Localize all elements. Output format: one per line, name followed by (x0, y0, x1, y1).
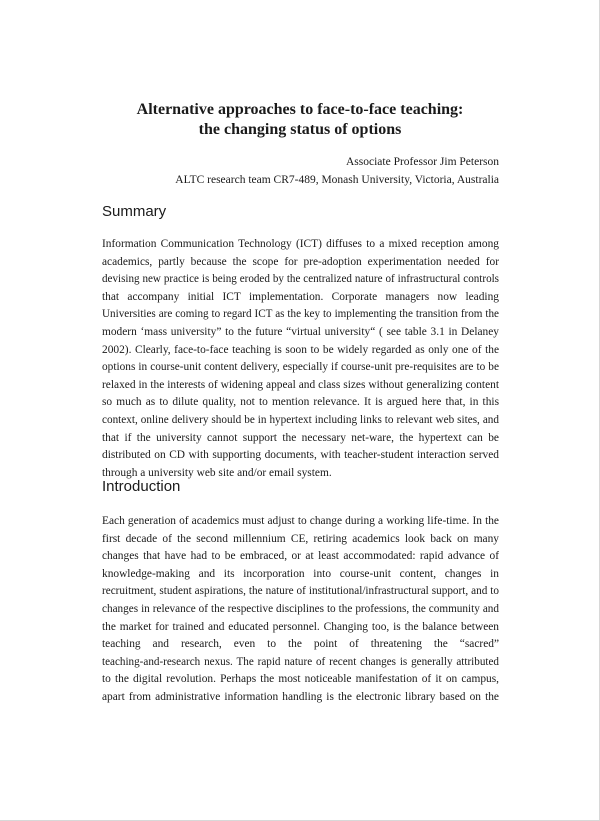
summary-line: academics, partly because the scope for pre-adoption experimentation needed for (102, 255, 499, 268)
introduction-line: first decade of the second millennium CE, retiring academics look back on many (102, 532, 499, 545)
introduction-line: to the digital revolution. Perhaps the most noticeable manifestation of it on campus, (102, 673, 499, 686)
introduction-line: changes that have had to be embraced, or at least accommodated: rapid advance of (102, 550, 499, 563)
summary-line: relaxed in the interests of widening appeal and class sizes without generalizing content (102, 378, 499, 391)
summary-line: distributed on CD with supporting documents, with teacher-student interaction served (102, 449, 499, 462)
paper-title-line-1: Alternative approaches to face-to-face teaching: (136, 101, 464, 118)
paper-title-line-2: the changing status of options (198, 121, 402, 138)
summary-line: that accompany initial ICT implementation. Corporate managers now leading (102, 290, 499, 303)
summary-line: through a university web site and/or email system. (102, 466, 332, 479)
summary-line: Universities are coming to regard ICT as the key to implementing the transition from the (102, 308, 499, 321)
summary-heading: Summary (102, 203, 167, 220)
introduction-line: changes in relevance of the respective disciplines to the professions, the community and (102, 603, 499, 615)
introduction-heading: Introduction (102, 478, 181, 495)
introduction-line: Each generation of academics must adjust to change during a working life-time. In the (102, 515, 499, 527)
summary-line: 2002). Clearly, face-to-face teaching is soon to be widely regarded as only one of the (102, 343, 499, 356)
summary-line: that if the university cannot support the necessary net-ware, the hypertext can be (102, 431, 499, 444)
introduction-line: teaching and research, even to the point of threatening the “sacred” (102, 638, 499, 651)
introduction-line: teaching-and-research nexus. The rapid nature of recent changes is generally attributed (102, 655, 499, 668)
summary-line: Information Communication Technology (ICT) diffuses to a mixed reception among (102, 238, 499, 250)
introduction-line: knowledge-making and its incorporation into course-unit content, changes in (102, 567, 499, 580)
summary-line: context, online delivery should be in hypertext including links to relevant web sites, and (102, 414, 499, 426)
summary-line: options in course-unit content delivery, especially if course-unit pre-requisites are to be (102, 361, 499, 374)
introduction-line: the market for trained and educated personnel. Changing too, is the balance between (102, 620, 499, 633)
author-name: Associate Professor Jim Peterson (346, 156, 499, 168)
summary-line: modern ‘mass university” to the future “virtual university“ ( see table 3.1 in Delaney (102, 326, 499, 338)
author-affiliation: ALTC research team CR7-489, Monash University, Victoria, Australia (175, 174, 499, 186)
summary-line: so much as to dilute quality, not to mention relevance. It is argued here that, in this (102, 396, 499, 409)
introduction-line: recruitment, student aspirations, the nature of institutional/infrastructural support, and to (102, 585, 499, 598)
summary-line: devising new practice is being eroded by the centralized nature of infrastructural controls (102, 273, 499, 286)
introduction-line: apart from administrative information handling is the electronic library based on the (102, 691, 499, 703)
